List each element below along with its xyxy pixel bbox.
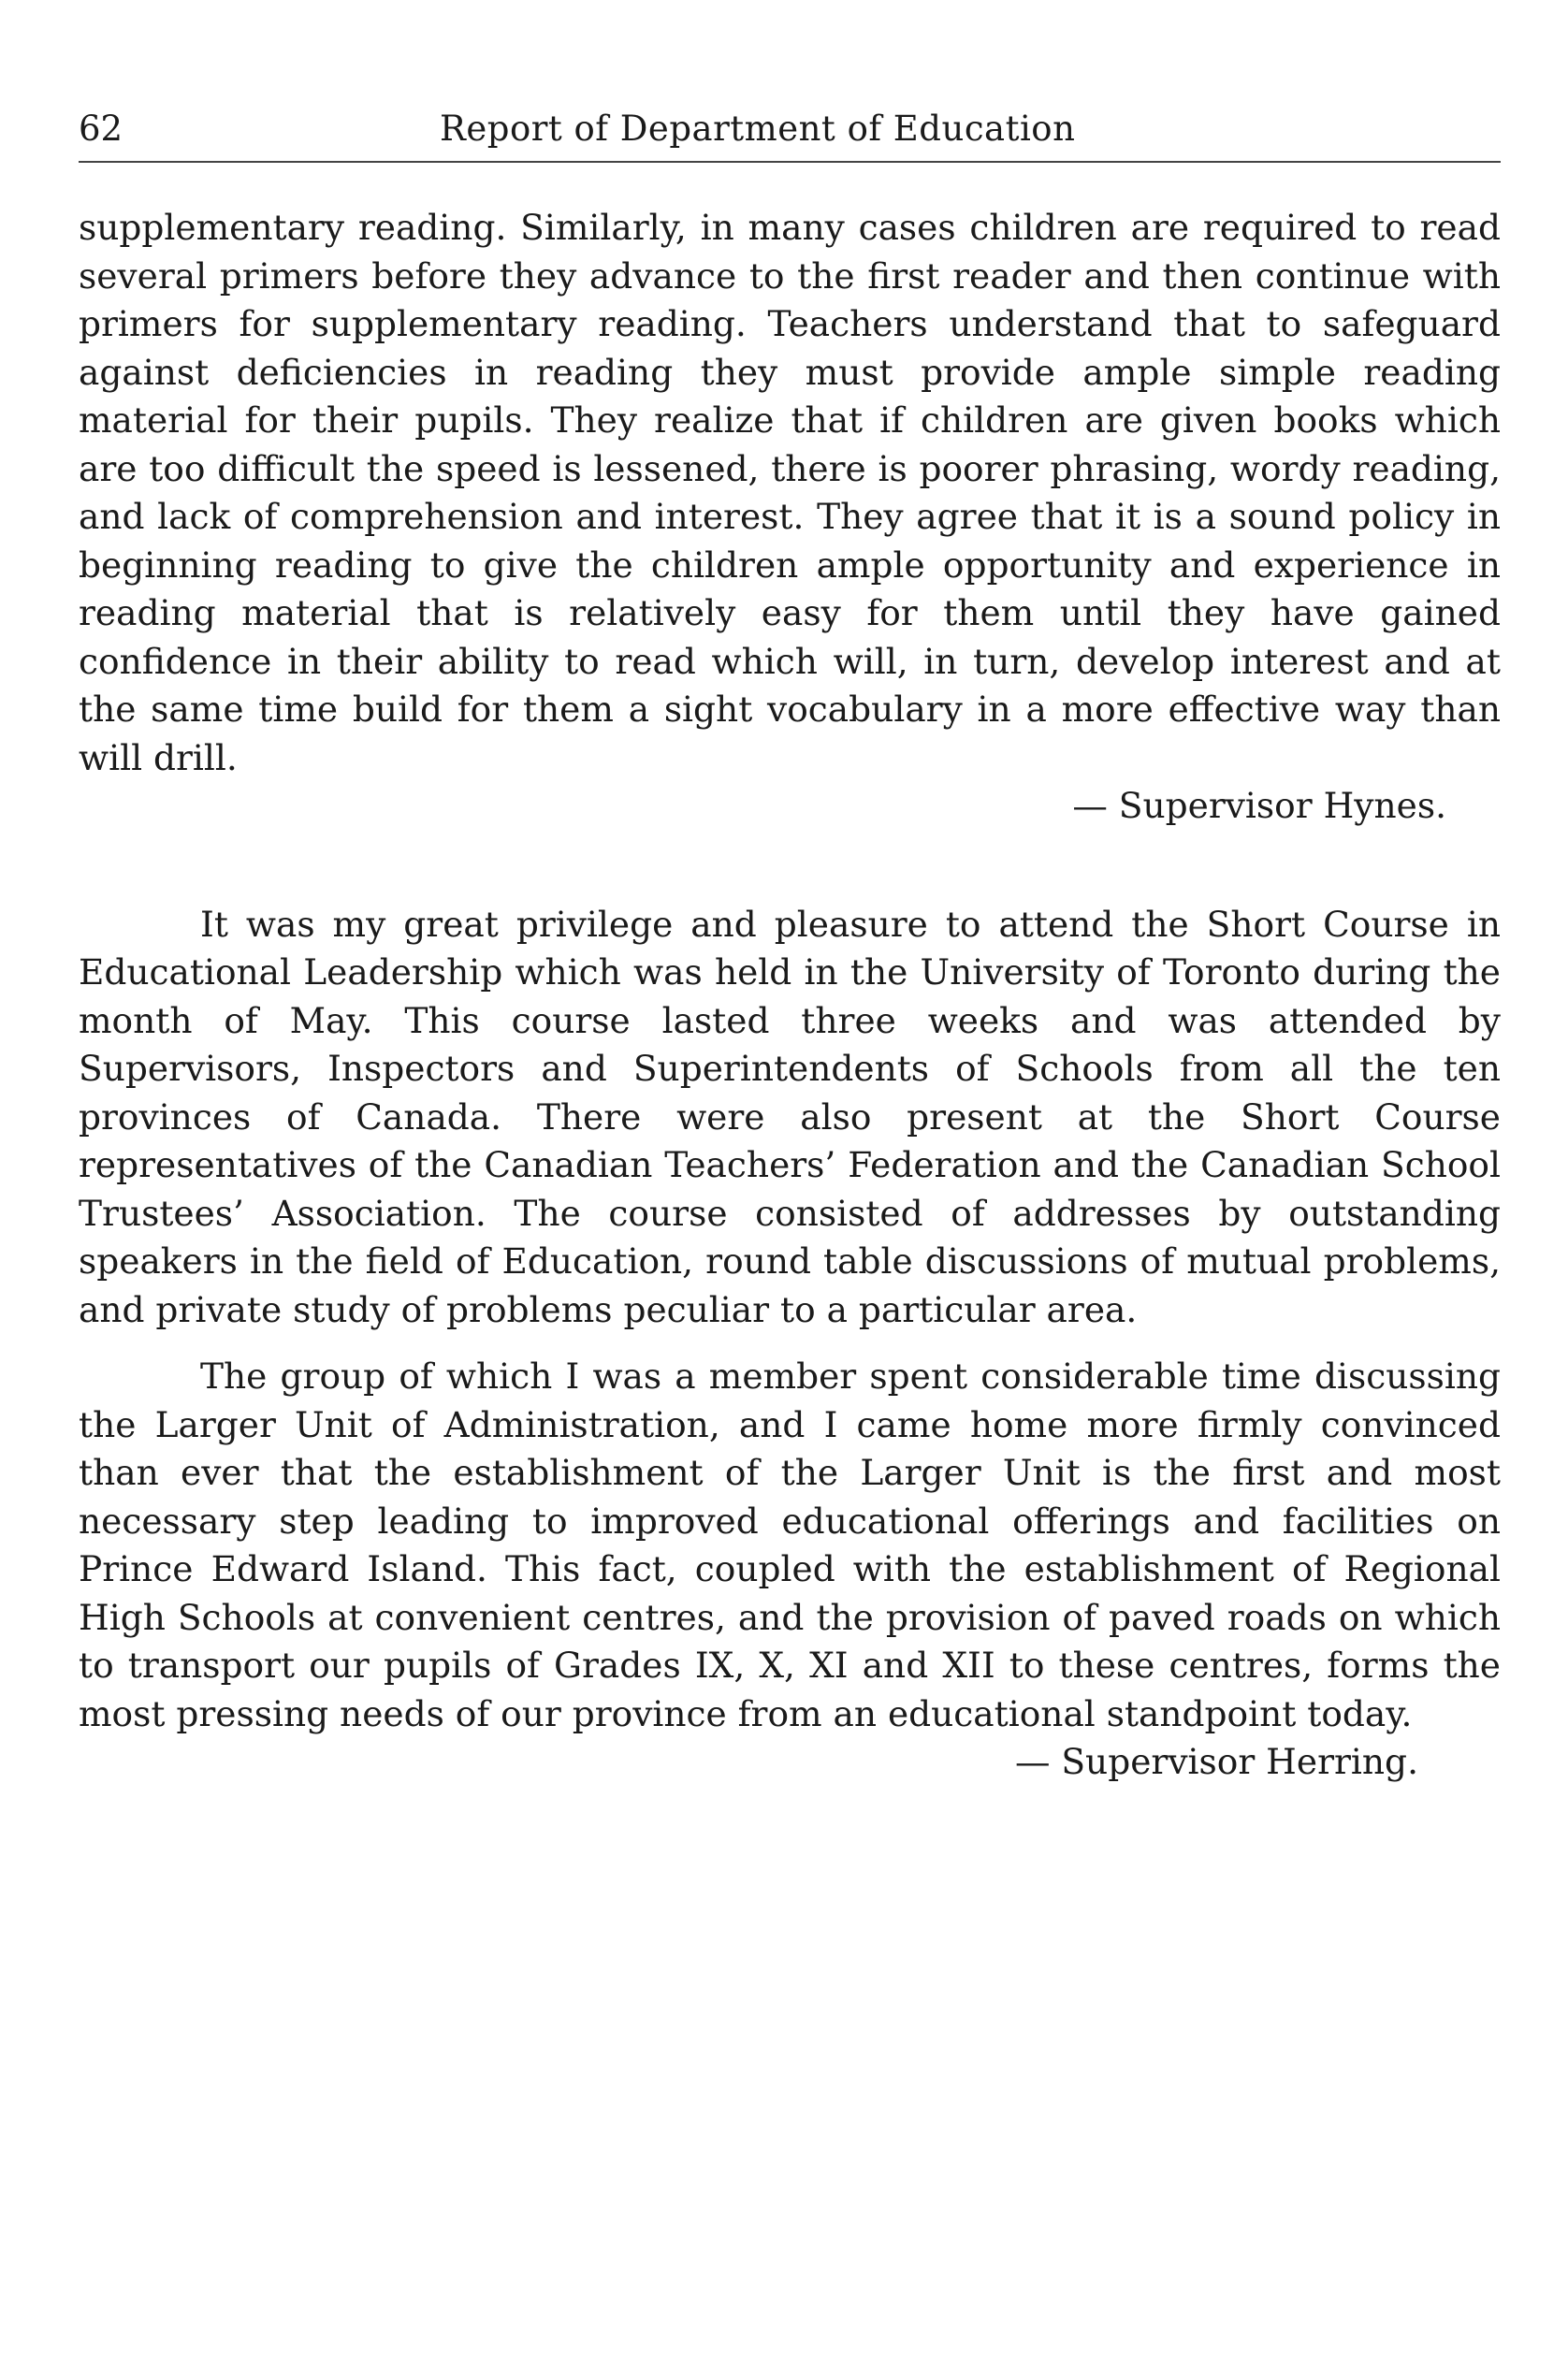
signature-herring: — Supervisor Herring. [1014, 1741, 1418, 1782]
paragraph-spacer [79, 1334, 1501, 1353]
paragraph: The group of which I was a member spent considerable time discussing the Larger Unit of Administration, and I came home more firmly convinced than ever that the establishment of the Larger Unit is the first and most necessary step leading to improved educational offerings and facilities on Prince Edward Island. This fact, coupled with the establishment of Regional High Schools at convenient centres, and the provision of paved roads on which to transport our pupils of Grades IX, X, XI and XII to these centres, forms the most pressing needs of our province from an educational standpoint today. [79, 1356, 1501, 1734]
signature-hynes: — Supervisor Hynes. [1072, 785, 1446, 826]
section-spacer [79, 831, 1501, 901]
header-rule [79, 161, 1501, 163]
page-header [79, 101, 1501, 157]
report-section-herring [79, 901, 1501, 1787]
paragraph: supplementary reading. Similarly, in many cases children are required to read several primers before they advance to the first reader and then continue with primers for supplementary reading. Teachers understand that to safeguard against deficiencies in reading they must provide ample simple reading material for their pupils. They realize that if children are given books which are too difficult the speed is lessened, there is poorer phrasing, wordy reading, and lack of comprehension and interest. They agree that it is a sound policy in beginning reading to give the children ample opportunity and experience in reading material that is relatively easy for them until they have gained confidence in their ability to read which will, in turn, develop interest and at the same time build for them a sight vocabulary in a more effective way than will drill. [79, 207, 1501, 778]
body-text [79, 204, 1501, 1787]
page-number: 62 [79, 109, 123, 149]
running-head: Report of Department of Education [440, 109, 1076, 149]
report-section-hynes [79, 204, 1501, 831]
paragraph: It was my great privilege and pleasure to attend the Short Course in Educational Leadership which was held in the University of Toronto during the month of May. This course lasted three weeks and was attended by Supervisors, Inspectors and Superintendents of Schools from all the ten provinces of Canada. There were also present at the Short Course representatives of the Canadian Teachers’ Federation and the Canadian School Trustees’ Association. The course consisted of addresses by outstanding speakers in the field of Education, round table discussions of mutual problems, and private study of problems peculiar to a particular area. [79, 903, 1501, 1330]
